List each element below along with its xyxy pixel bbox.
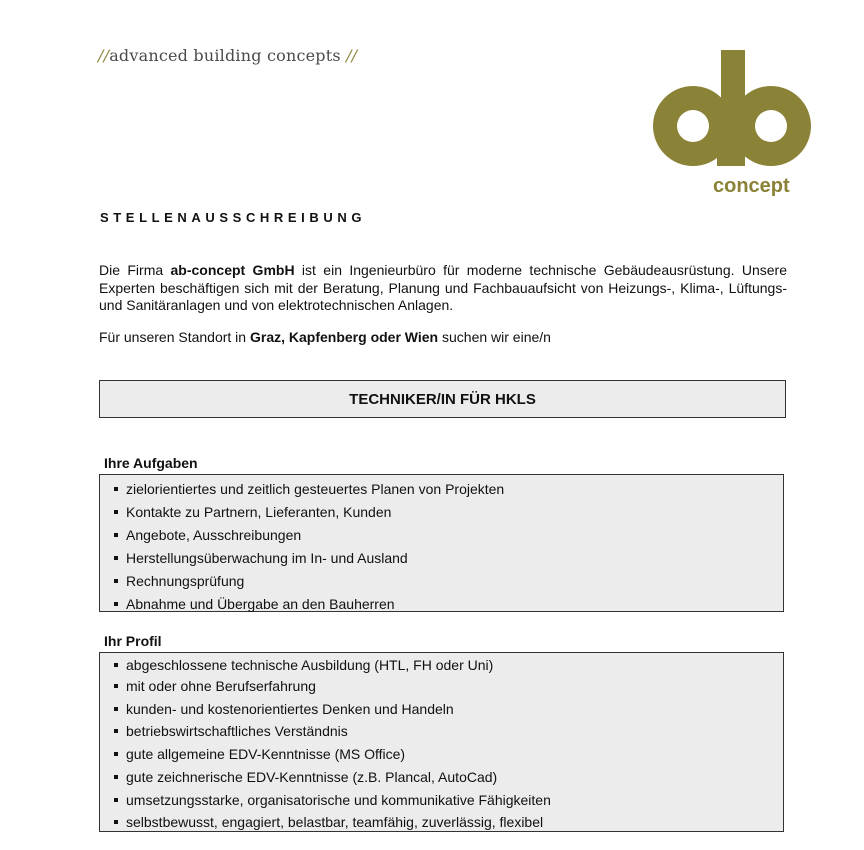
list-item: gute allgemeine EDV-Kenntnisse (MS Office)	[100, 742, 783, 765]
tagline	[98, 46, 357, 65]
bullet-icon	[114, 556, 118, 560]
company-logo	[645, 48, 815, 200]
list-item: Abnahme und Übergabe an den Bauherren	[100, 592, 783, 615]
bullet-icon	[114, 798, 118, 802]
profile-box	[99, 652, 784, 832]
list-item: umsetzungsstarke, organisatorische und kommunikative Fähigkeiten	[100, 788, 783, 811]
list-item: Kontakte zu Partnern, Lieferanten, Kunden	[100, 500, 783, 523]
tasks-list	[100, 477, 783, 615]
bullet-icon	[114, 820, 118, 824]
tagline-slash-left: //	[98, 46, 110, 65]
bullet-icon	[114, 602, 118, 606]
bullet-icon	[114, 579, 118, 583]
list-item: kunden- und kostenorientiertes Denken und Handeln	[100, 697, 783, 720]
list-item: selbstbewusst, engagiert, belastbar, teamfähig, zuverlässig, flexibel	[100, 811, 783, 833]
bullet-icon	[114, 775, 118, 779]
location-paragraph	[99, 329, 551, 347]
list-item: abgeschlossene technische Ausbildung (HTL, FH oder Uni)	[100, 654, 783, 675]
list-item: zielorientiertes und zeitlich gesteuertes Planen von Projekten	[100, 477, 783, 500]
job-title-box	[99, 380, 786, 418]
profile-list	[100, 654, 783, 833]
tagline-slash-right: //	[346, 46, 358, 65]
location-text-1: Für unseren Standort in	[99, 329, 250, 345]
tagline-text: advanced building concepts	[109, 46, 341, 65]
list-item: Rechnungsprüfung	[100, 569, 783, 592]
bullet-icon	[114, 752, 118, 756]
location-text-2: suchen wir eine/n	[438, 329, 551, 345]
tasks-box	[99, 474, 784, 612]
list-item: Herstellungsüberwachung im In- und Ausland	[100, 546, 783, 569]
intro-text-1: Die Firma	[99, 262, 171, 278]
job-title: TECHNIKER/IN FÜR HKLS	[349, 390, 536, 408]
intro-paragraph	[99, 262, 787, 315]
list-item: mit oder ohne Berufserfahrung	[100, 675, 783, 697]
bullet-icon	[114, 684, 118, 688]
page-heading: STELLENAUSSCHREIBUNG	[100, 210, 367, 225]
bullet-icon	[114, 663, 118, 667]
intro-text-2: ist ein Ingenieurbüro für moderne technische Gebäudeausrüstung. Unsere Experten beschäftigen sich mit der Beratung, Planung und Fachbauaufsicht von Heizungs-, Klima-, Lüftungs- und Sanitäranlagen und von elektrotechnischen Anlagen.	[99, 262, 787, 313]
profile-section-title: Ihr Profil	[104, 633, 162, 649]
list-item: Angebote, Ausschreibungen	[100, 523, 783, 546]
list-item: betriebswirtschaftliches Verständnis	[100, 720, 783, 742]
bullet-icon	[114, 533, 118, 537]
tasks-section-title: Ihre Aufgaben	[104, 455, 198, 471]
bullet-icon	[114, 510, 118, 514]
bullet-icon	[114, 707, 118, 711]
company-name: ab-concept GmbH	[170, 262, 295, 278]
bullet-icon	[114, 729, 118, 733]
location-names: Graz, Kapfenberg oder Wien	[249, 329, 439, 345]
list-item: gute zeichnerische EDV-Kenntnisse (z.B. Plancal, AutoCad)	[100, 765, 783, 788]
bullet-icon	[114, 487, 118, 491]
logo-concept-text: concept	[713, 175, 790, 197]
